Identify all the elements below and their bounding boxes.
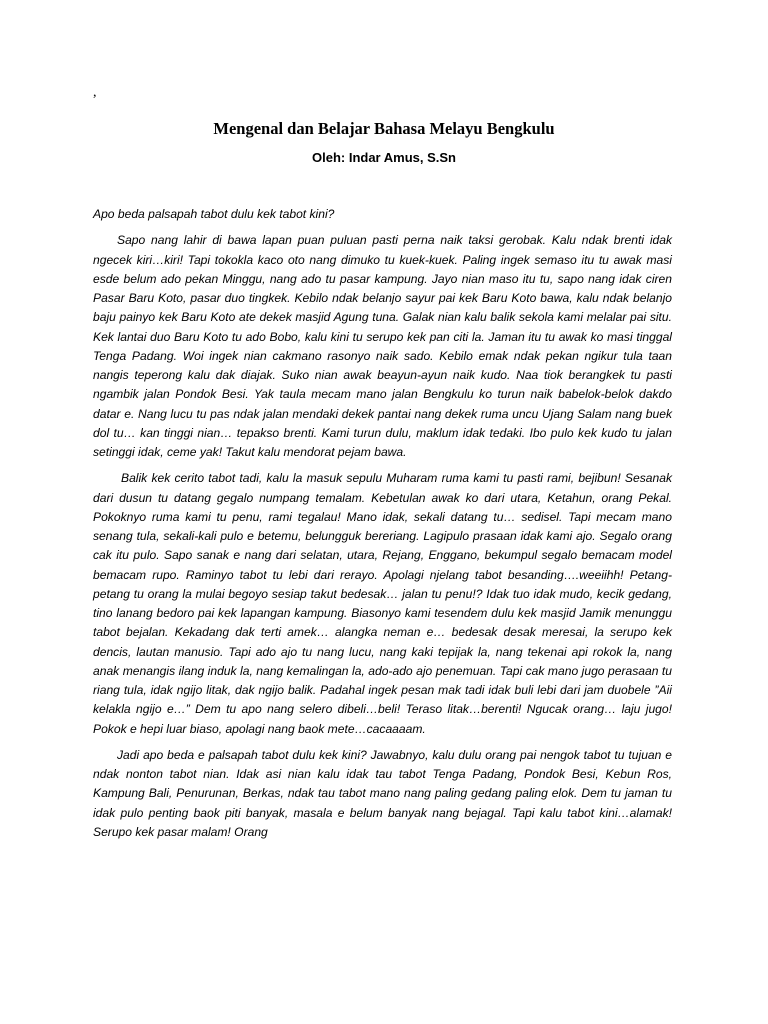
opening-question: Apo beda palsapah tabot dulu kek tabot kini? [93, 207, 335, 221]
document-body [93, 205, 672, 849]
document-title: Mengenal dan Belajar Bahasa Melayu Bengkulu [213, 119, 555, 138]
body-paragraph-3: Jadi apo beda e palsapah tabot dulu kek kini? Jawabnyo, kalu dulu orang pai nengok tabot tu tujuan e ndak nonton tabot nian. Idak asi nian kalu idak tau tabot Tenga Padang, Pondok Besi, Kebun Ros, Kampung Bali, Penurunan, Berkas, ndak tau tabot mano nang paling gedang paling elok. Dem tu jaman tu idak pulo penting baok piti banyak, masala e belum banyak nang bejagal. Tapi kalu tabot kini…alamak! Serupo kek pasar malam! Orang [93, 747, 672, 839]
body-paragraph-1: Sapo nang lahir di bawa lapan puan puluan pasti perna naik taksi gerobak. Kalu ndak brenti idak ngecek kiri…kiri! Tapi tokokla kaco oto nang dimuko tu kuek-kuek. Paling ingek semaso itu tu awak masi esde belum ado pekan Minggu, nang ado tu pasar kampung. Jayo nian maso itu tu, sapo nang idak ciren Pasar Baru Koto, pasar duo tingkek. Kebilo ndak belanjo sayur pai kek Baru Koto bawa, kalu ndak belanjo baju painyo kek Baru Koto ate dekek masjid Agung tuna. Galak nian kalu balik sekola kami melalar pai situ. Kek lantai duo Baru Koto tu ado Bobo, kalu kini tu serupo kek pan citi la. Jaman itu tu awak ko masi tinggal Tenga Padang. Woi ingek nian cakmano rasonyo naik sado. Kebilo emak ndak pekan ngikur tula taan nangis teperong kalu dak diajak. Suko nian awak beayun-ayun naik kudo. Naa tiok berangkek tu pasti ngambik jalan Pondok Besi. Yak taula mecam mano jalan Bengkulu ko turun naik babelok-belok dakdo datar e. Nang lucu tu pas ndak jalan mendaki dekek pantai nang dekek ruma uncu Ujang Salam nang buek dol tu… kan tinggi nian… tepakso brenti. Kami turun dulu, maklum idak tedaki. Ibo pulo kek kudo tu jalan setinggi idak, ceme yak! Takut kalu mendorat pejam bawa. [93, 233, 672, 459]
author-line: Oleh: Indar Amus, S.Sn [312, 150, 456, 165]
stray-comma-mark: , [93, 85, 97, 100]
body-paragraph-2: Balik kek cerito tabot tadi, kalu la masuk sepulu Muharam ruma kami tu pasti rami, bejibun! Sesanak dari dusun tu datang gegalo numpang temalam. Kebetulan awak ko dari utara, Ketahun, orang Pekal. Pokoknyo ruma kami tu penu, rami tegalau! Mano idak, sekali datang tu… sedisel. Tapi mecam mano senang tula, sekali-kali pulo e betemu, belungguk bereriang. Lagipulo prasaan idak kami ajo. Segalo orang cak itu pulo. Sapo sanak e nang dari selatan, utara, Rejang, Enggano, bekumpul segalo bemacam model bemacam rupo. Raminyo tabot tu lebi dari rerayo. Apolagi njelang tabot besanding….weeiihh! Petang-petang tu orang la mulai begoyo sesiap takut bedesak… jalan tu penu!? Idak tuo idak mudo, kecik gedang, tino lanang bedoro pai kek lapangan kampung. Biasonyo kami tesendem dulu kek masjid Jamik menunggu tabot bejalan. Kekadang dak terti amek… alangka neman e… bedesak desak meresai, la serupo kek dencis, lautan manusio. Tapi ado ajo tu nang lucu, nang kaki tepijak la, nang tekenai api rokok la, nang anak menangis ilang induk la, nang kemalingan la, ado-ado ajo penemuan. Tapi cak mano jugo perasaan tu riang tula, idak ngijo litak, dak ngijo balik. Padahal ingek pesan mak tadi idak buli lebi dari jam duobele ”Aii kelakla ngijo e…” Dem tu apo nang selero dibeli…beli! Teraso litak…berenti! Ngucak orang… laju jugo! Pokok e hepi luar biaso, apolagi nang baok mete…cacaaaam. [93, 471, 672, 736]
